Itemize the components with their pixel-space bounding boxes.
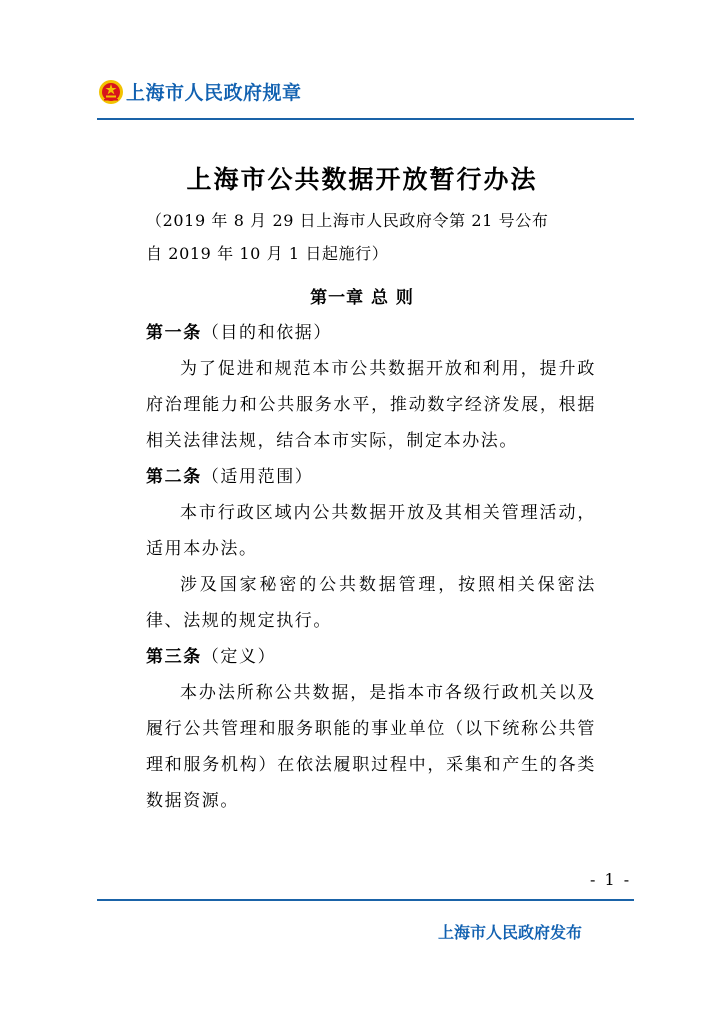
document-body <box>146 315 596 819</box>
article-3 <box>146 639 596 819</box>
header-divider <box>97 118 634 120</box>
article-paragraph: 为了促进和规范本市公共数据开放和利用，提升政府治理能力和公共服务水平，推动数字经济发展，根据相关法律法规，结合本市实际，制定本办法。 <box>146 359 596 451</box>
page-header <box>98 78 302 105</box>
publication-info <box>146 204 596 270</box>
article-subject: （适用范围） <box>201 467 314 487</box>
article-number: 第一条 <box>146 323 202 343</box>
chapter-heading: 第一章 总 则 <box>310 288 414 308</box>
article-heading <box>146 639 596 675</box>
article-paragraph: 本办法所称公共数据，是指本市各级行政机关以及履行公共管理和服务职能的事业单位（以下统称公共管理和服务机构）在依法履职过程中，采集和产生的各类数据资源。 <box>146 683 596 811</box>
article-number: 第二条 <box>146 467 202 487</box>
page-number: - 1 - <box>590 870 632 889</box>
national-emblem-icon <box>98 79 124 105</box>
article-2 <box>146 459 596 639</box>
article-subject: （目的和依据） <box>201 323 333 343</box>
article-subject: （定义） <box>201 647 277 667</box>
article-paragraph: 本市行政区域内公共数据开放及其相关管理活动，适用本办法。 <box>146 503 596 559</box>
article-heading <box>146 315 596 351</box>
publication-line-2: 自 2019 年 10 月 1 日起施行） <box>146 244 389 263</box>
publication-line-1: （2019 年 8 月 29 日上海市人民政府令第 21 号公布 <box>146 211 549 230</box>
article-heading <box>146 459 596 495</box>
header-title: 上海市人民政府规章 <box>126 82 302 104</box>
article-number: 第三条 <box>146 647 202 667</box>
document-title: 上海市公共数据开放暂行办法 <box>186 165 538 194</box>
article-1 <box>146 315 596 459</box>
footer-divider <box>97 899 634 901</box>
article-paragraph: 涉及国家秘密的公共数据管理，按照相关保密法律、法规的规定执行。 <box>146 575 596 631</box>
footer-publisher: 上海市人民政府发布 <box>438 923 583 942</box>
